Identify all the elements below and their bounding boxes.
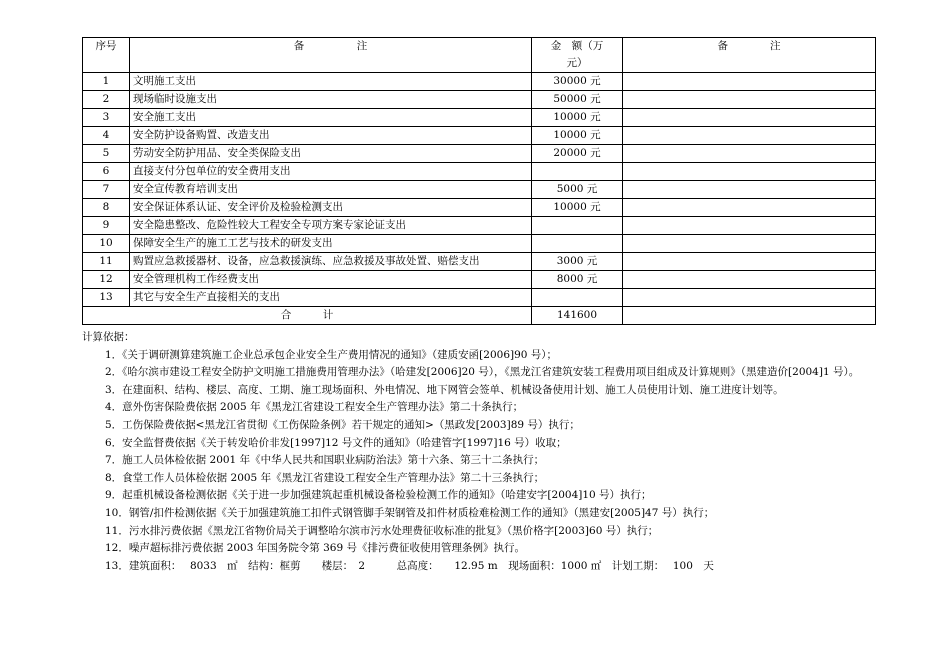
- table-row: [83, 181, 876, 199]
- header-remark2: 备 注: [623, 38, 876, 73]
- total-label: 合 计: [83, 307, 532, 325]
- table-row: [83, 73, 876, 91]
- row-item: 劳动安全防护用品、安全类保险支出: [130, 145, 532, 163]
- row-remark: [623, 271, 876, 289]
- row-amount: 10000 元: [532, 127, 623, 145]
- table-row: [83, 271, 876, 289]
- row-amount: 5000 元: [532, 181, 623, 199]
- row-item: 安全宣传教育培训支出: [130, 181, 532, 199]
- notes-heading: 计算依据：: [82, 331, 135, 343]
- table-row: [83, 109, 876, 127]
- note-item: 12．噪声超标排污费依据 2003 年国务院令第 369 号《排污费征收使用管理条例》执行。: [105, 542, 525, 555]
- table-row: [83, 253, 876, 271]
- header-remark: 备 注: [130, 38, 532, 73]
- row-item: 购置应急救援器材、设备，应急救援演练、应急救援及事故处置、赔偿支出: [130, 253, 532, 271]
- row-no: 11: [83, 253, 130, 271]
- table-row: [83, 127, 876, 145]
- row-item: 安全防护设备购置、改造支出: [130, 127, 532, 145]
- row-amount: [532, 289, 623, 307]
- header-amount-line1: 金 额（万: [550, 40, 604, 52]
- row-amount: 8000 元: [532, 271, 623, 289]
- table-header-row: [83, 38, 876, 73]
- row-no: 7: [83, 181, 130, 199]
- note-item: 1．《关于调研测算建筑施工企业总承包企业安全生产费用情况的通知》（建质安函[2006]90 号）；: [105, 348, 558, 361]
- table-row: [83, 289, 876, 307]
- row-no: 9: [83, 217, 130, 235]
- row-no: 13: [83, 289, 130, 307]
- row-amount: 10000 元: [532, 199, 623, 217]
- note-item: 6．安全监督费依据《关于转发哈价非发[1997]12 号文件的通知》（哈建管字[1997]16 号）收取；: [105, 436, 567, 449]
- row-amount: 10000 元: [532, 109, 623, 127]
- note-item: 10．钢管/扣件检测依据《关于加强建筑施工扣件式钢管脚手架钢管及扣件材质检难检测工作的通知》（黑建安[2005]47 号）执行；: [105, 506, 715, 519]
- note-item: 5．工伤保险费依据<黑龙江省贯彻《工伤保险条例》若干规定的通知>（黑政发[2003]89 号）执行；: [105, 418, 580, 431]
- row-item: 安全隐患整改、危险性较大工程安全专项方案专家论证支出: [130, 217, 532, 235]
- note-item: 2．《哈尔滨市建设工程安全防护文明施工措施费用管理办法》（哈建发[2006]20 号），《黑龙江省建筑安装工程费用项目组成及计算规则》（黑建造价[2004]1 号）。: [105, 366, 860, 379]
- row-remark: [623, 109, 876, 127]
- total-remark: [623, 307, 876, 325]
- note-item: 11．污水排污费依据《黑龙江省物价局关于调整哈尔滨市污水处理费征收标准的批复》（黑价格字[2003]60 号）执行；: [105, 524, 659, 537]
- table-row: [83, 163, 876, 181]
- row-item: 保障安全生产的施工工艺与技术的研发支出: [130, 235, 532, 253]
- row-item: 安全管理机构工作经费支出: [130, 271, 532, 289]
- table-row: [83, 235, 876, 253]
- calculation-basis: [82, 329, 882, 575]
- row-item: 文明施工支出: [130, 73, 532, 91]
- note-item: 13．建筑面积： 8033 ㎡ 结构：框剪 楼层： 2 总高度： 12.95 m 现场面积：1000 ㎡ 计划工期： 100 天: [105, 559, 714, 572]
- row-item: 直接支付分包单位的安全费用支出: [130, 163, 532, 181]
- row-remark: [623, 127, 876, 145]
- total-value: 141600: [532, 307, 623, 325]
- row-remark: [623, 289, 876, 307]
- row-amount: [532, 163, 623, 181]
- note-item: 9．起重机械设备检测依据《关于进一步加强建筑起重机械设备检验检测工作的通知》（哈建安字[2004]10 号）执行；: [105, 489, 652, 502]
- table-row: [83, 217, 876, 235]
- row-amount: 3000 元: [532, 253, 623, 271]
- row-no: 12: [83, 271, 130, 289]
- note-item: 7．施工人员体检依据 2001 年《中华人民共和国职业病防治法》第十六条、第三十二条执行；: [105, 454, 545, 467]
- row-remark: [623, 181, 876, 199]
- row-amount: [532, 235, 623, 253]
- table-row: [83, 145, 876, 163]
- note-item: 8．食堂工作人员体检依据 2005 年《黑龙江省建设工程安全生产管理办法》第二十三条执行；: [105, 471, 545, 484]
- row-item: 安全保证体系认证、安全评价及检验检测支出: [130, 199, 532, 217]
- row-no: 6: [83, 163, 130, 181]
- table-row: [83, 91, 876, 109]
- row-amount: 30000 元: [532, 73, 623, 91]
- row-no: 4: [83, 127, 130, 145]
- row-remark: [623, 199, 876, 217]
- row-remark: [623, 145, 876, 163]
- row-no: 3: [83, 109, 130, 127]
- table-row: [83, 199, 876, 217]
- row-remark: [623, 235, 876, 253]
- row-remark: [623, 73, 876, 91]
- note-item: 3．在建面积、结构、楼层、高度、工期、施工现场面积、外电情况、地下网管会签单、机械设备使用计划、施工人员使用计划、施工进度计划等。: [105, 383, 784, 396]
- row-no: 10: [83, 235, 130, 253]
- row-no: 5: [83, 145, 130, 163]
- row-remark: [623, 253, 876, 271]
- row-amount: 50000 元: [532, 91, 623, 109]
- row-item: 其它与安全生产直接相关的支出: [130, 289, 532, 307]
- row-remark: [623, 91, 876, 109]
- header-amount: [532, 38, 623, 73]
- row-remark: [623, 163, 876, 181]
- row-amount: 20000 元: [532, 145, 623, 163]
- row-item: 现场临时设施支出: [130, 91, 532, 109]
- row-no: 2: [83, 91, 130, 109]
- row-no: 1: [83, 73, 130, 91]
- row-amount: [532, 217, 623, 235]
- header-no: 序号: [83, 38, 130, 73]
- row-remark: [623, 217, 876, 235]
- note-item: 4．意外伤害保险费依据 2005 年《黑龙江省建设工程安全生产管理办法》第二十条执行；: [105, 401, 524, 414]
- header-amount-line2: 元）: [566, 57, 588, 69]
- row-no: 8: [83, 199, 130, 217]
- total-row: [83, 307, 876, 325]
- row-item: 安全施工支出: [130, 109, 532, 127]
- safety-cost-table: [82, 37, 876, 325]
- notes-list: [82, 347, 882, 576]
